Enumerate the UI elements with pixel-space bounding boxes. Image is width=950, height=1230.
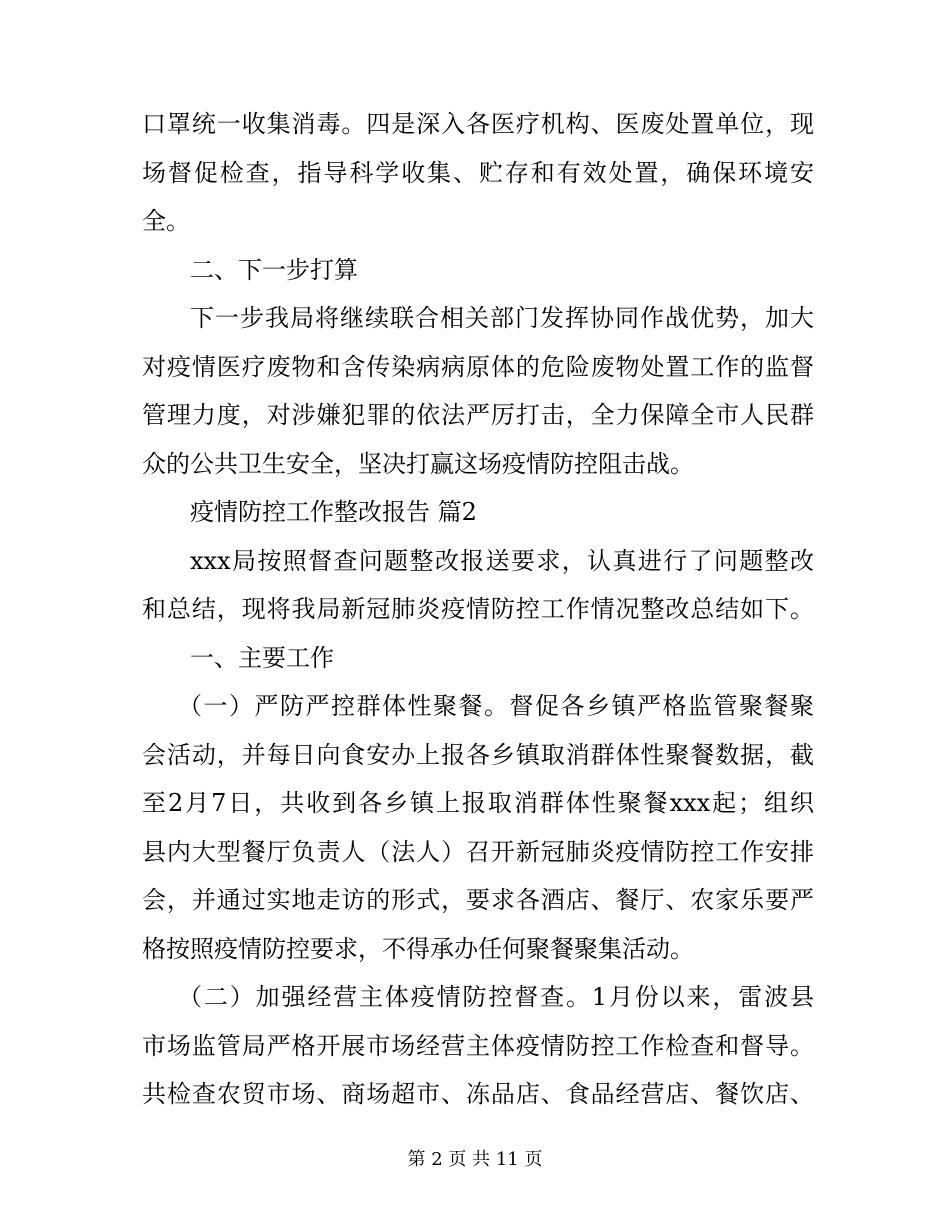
paragraph-line: 众的公共卫生安全，坚决打赢这场疫情防控阻击战。 bbox=[142, 449, 694, 478]
paragraph-line: （二）加强经营主体疫情防控督查。1月份以来，雷波县 bbox=[178, 983, 814, 1011]
section-heading: 二、下一步打算 bbox=[190, 255, 358, 284]
paragraph-line: 县内大型餐厅负责人（法人）召开新冠肺炎疫情防控工作安排 bbox=[142, 837, 814, 866]
paragraph-line: 共检查农贸市场、商场超市、冻品店、食品经营店、餐饮店、 bbox=[142, 1080, 814, 1108]
paragraph-line: xxx局按照督查问题整改报送要求，认真进行了问题整改 bbox=[190, 546, 814, 575]
paragraph-line: 会活动，并每日向食安办上报各乡镇取消群体性聚餐数据，截 bbox=[142, 740, 814, 769]
paragraph-line: 市场监管局严格开展市场经营主体疫情防控工作检查和督导。 bbox=[142, 1031, 814, 1060]
paragraph-line: 下一步我局将继续联合相关部门发挥协同作战优势，加大 bbox=[190, 304, 814, 332]
paragraph-line: （一）严防严控群体性聚餐。督促各乡镇严格监管聚餐聚 bbox=[178, 692, 814, 720]
paragraph-line: 全。 bbox=[142, 207, 190, 235]
document-body bbox=[142, 100, 814, 1119]
paragraph-line: 场督促检查，指导科学收集、贮存和有效处置，确保环境安 bbox=[142, 158, 814, 187]
paragraph-line: 对疫情医疗废物和含传染病病原体的危险废物处置工作的监督 bbox=[142, 352, 814, 381]
paragraph-line: 管理力度，对涉嫌犯罪的依法严厉打击，全力保障全市人民群 bbox=[142, 401, 814, 429]
paragraph-line: 口罩统一收集消毒。四是深入各医疗机构、医废处置单位，现 bbox=[142, 110, 814, 138]
page-number-footer: 第 2 页 共 11 页 bbox=[407, 1149, 543, 1170]
paragraph-line: 至2月7日，共收到各乡镇上报取消群体性聚餐xxx起；组织 bbox=[142, 789, 814, 817]
report-title: 疫情防控工作整改报告 篇2 bbox=[190, 498, 477, 526]
paragraph-line: 和总结，现将我局新冠肺炎疫情防控工作情况整改总结如下。 bbox=[142, 595, 814, 623]
section-heading: 一、主要工作 bbox=[190, 643, 334, 672]
paragraph-line: 会，并通过实地走访的形式，要求各酒店、餐厅、农家乐要严 bbox=[142, 886, 814, 914]
paragraph-line: 格按照疫情防控要求，不得承办任何聚餐聚集活动。 bbox=[142, 934, 694, 963]
